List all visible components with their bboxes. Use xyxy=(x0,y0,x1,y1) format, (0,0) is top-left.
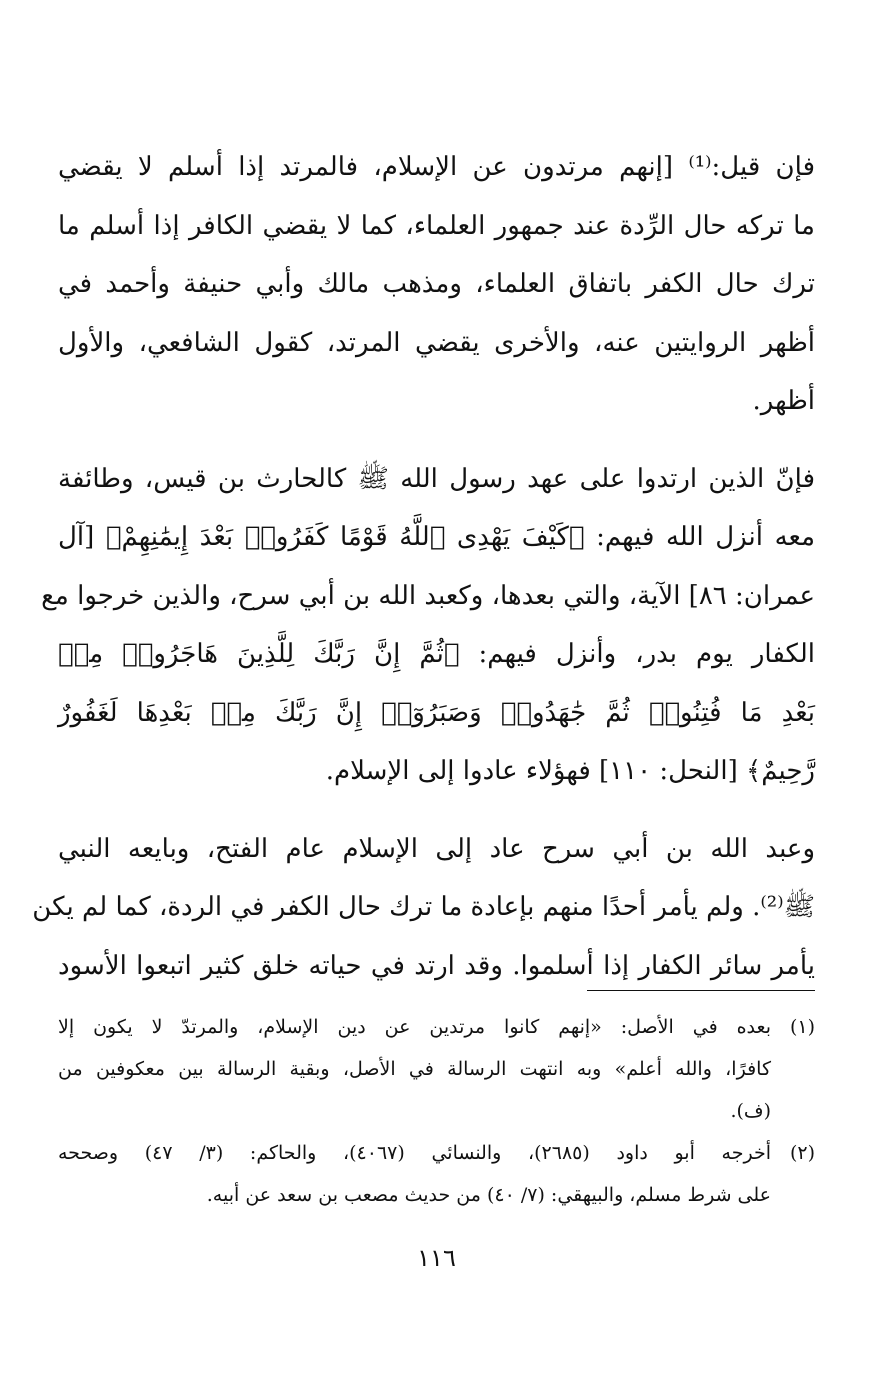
footnote-line: (ف). xyxy=(730,1100,771,1122)
footnote-line: على شرط مسلم، والبيهقي: (٧/ ٤٠) من حديث مصعب بن سعد عن أبيه. xyxy=(206,1184,771,1206)
footnote-2 xyxy=(58,1132,815,1216)
paragraph-2 xyxy=(41,450,815,801)
footnote-divider xyxy=(587,990,815,991)
text-line: وعبد الله بن أبي سرح عاد إلى الإسلام عام الفتح، وبايعه النبي xyxy=(58,833,815,864)
text-line: أظهر الروايتين عنه، والأخرى يقضي المرتد، كقول الشافعي، والأول xyxy=(58,327,815,358)
footnotes xyxy=(58,1006,815,1216)
text-line: فإنّ الذين ارتدوا على عهد رسول الله ﷺ كالحارث بن قيس، وطائفة xyxy=(58,463,815,494)
footnote-number: (٢) xyxy=(789,1142,815,1164)
footnote-line: أخرجه أبو داود (٢٦٨٥)، والنسائي (٤٠٦٧)، والحاكم: (٣/ ٤٧) وصححه xyxy=(58,1142,771,1164)
footnote-text xyxy=(58,1006,771,1132)
text-line: ترك حال الكفر باتفاق العلماء، ومذهب مالك وأبي حنيفة وأحمد في xyxy=(58,269,815,299)
page-number: ١١٦ xyxy=(417,1244,456,1272)
text-line: ما تركه حال الرِّدة عند جمهور العلماء، كما لا يقضي الكافر إذا أسلم ما xyxy=(58,210,815,241)
text-line: يأمر سائر الكفار إذا أسلموا. وقد ارتد في حياته خلق كثير اتبعوا الأسود xyxy=(58,950,815,981)
text-line: معه أنزل الله فيهم: ﴿كَيْفَ يَهْدِى ٱللَّهُ قَوْمًا كَفَرُوا۟ بَعْدَ إِيمَٰنِهِمْ﴾ [آل xyxy=(58,522,815,552)
text-line: الكفار يوم بدر، وأنزل فيهم: ﴿ثُمَّ إِنَّ رَبَّكَ لِلَّذِينَ هَاجَرُوا۟ مِنۢ xyxy=(58,639,815,669)
paragraph-3 xyxy=(32,820,815,996)
footnote-line: كافرًا، والله أعلم» وبه انتهت الرسالة في الأصل، وبقية الرسالة بين معكوفين من xyxy=(58,1058,771,1080)
text-line: ﷺ⁽²⁾. ولم يأمر أحدًا منهم بإعادة ما ترك حال الكفر في الردة، كما لم يكن xyxy=(32,892,815,922)
footnote-number: (١) xyxy=(789,1016,815,1038)
footnote-text xyxy=(58,1132,771,1216)
text-line: فإن قيل:⁽¹⁾ [إنهم مرتدون عن الإسلام، فالمرتد إذا أسلم لا يقضي xyxy=(58,152,815,182)
text-line: أظهر. xyxy=(752,386,815,416)
footnote-line: بعده في الأصل: «إنهم كانوا مرتدين عن دين الإسلام، والمرتدّ لا يكون إلا xyxy=(58,1016,771,1038)
paragraph-1 xyxy=(58,138,815,431)
text-line: بَعْدِ مَا فُتِنُوا۟ ثُمَّ جَٰهَدُوا۟ وَصَبَرُوٓا۟ إِنَّ رَبَّكَ مِنۢ بَعْدِهَا لَغَفُورٌ xyxy=(58,697,815,728)
footnote-1 xyxy=(58,1006,815,1132)
text-line: رَّحِيمٌ﴾ [النحل: ١١٠] فهؤلاء عادوا إلى الإسلام. xyxy=(325,756,815,786)
text-line: عمران: ٨٦] الآية، والتي بعدها، وكعبد الله بن أبي سرح، والذين خرجوا مع xyxy=(41,580,815,611)
